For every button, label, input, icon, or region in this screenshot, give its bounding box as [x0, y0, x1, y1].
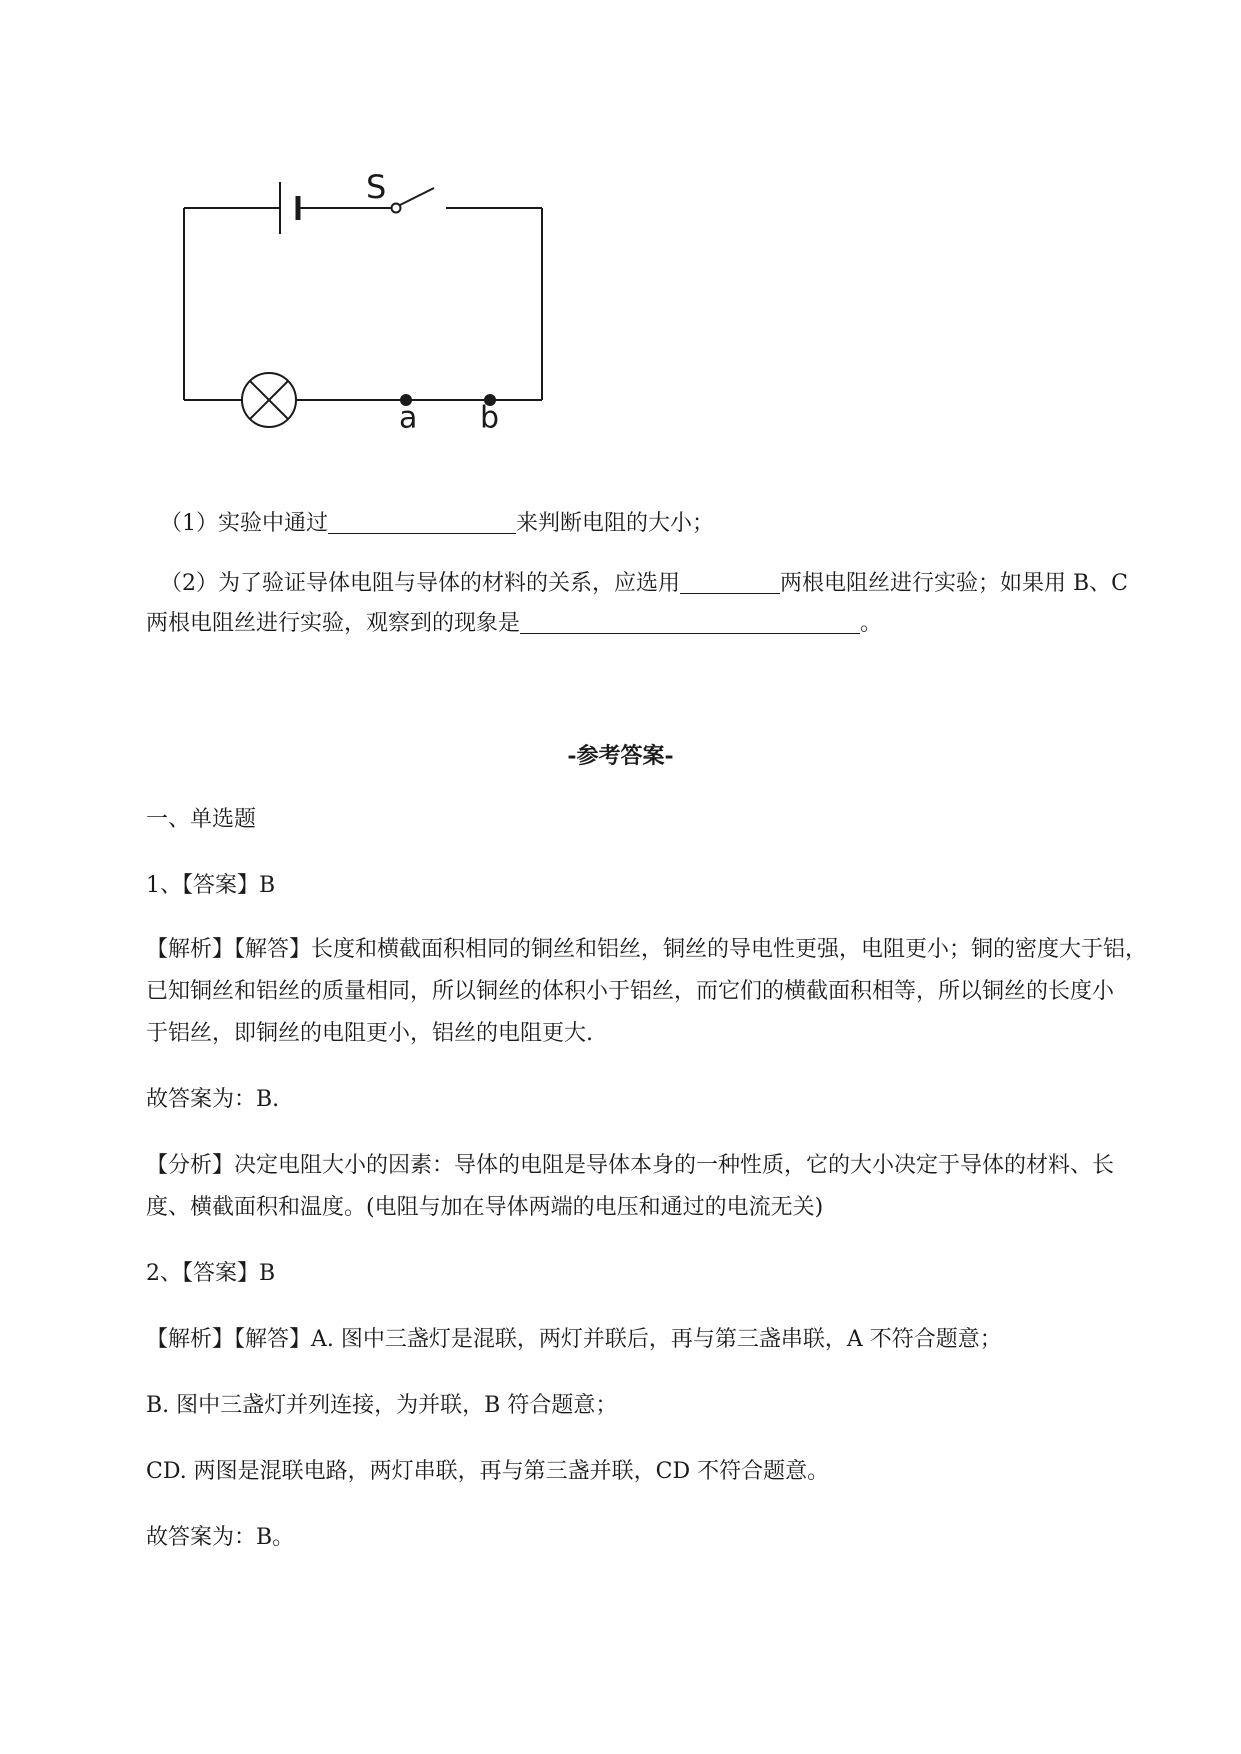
question-1-blank[interactable]: [328, 507, 516, 534]
circuit-diagram: [150, 160, 610, 470]
question-2-line-1: [160, 564, 1128, 604]
item-1-note-line-1: 【分析】决定电阻大小的因素：导体的电阻是导体本身的一种性质，它的大小决定于导体的材料、长: [146, 1153, 1115, 1178]
item-1-answer: 1、【答案】B: [146, 873, 276, 898]
switch-pivot: [392, 204, 401, 213]
point-a-label: a: [399, 400, 418, 436]
item-1-analysis-line-1: 【解析】【解答】长度和横截面积相同的铜丝和铝丝，铜丝的导电性更强，电阻更小；铜的密度大于铝，: [146, 937, 1148, 962]
question-2-text: （2）为了验证导体电阻与导体的材料的关系，应选用: [160, 571, 680, 596]
question-2-line-2-end: 。: [860, 611, 883, 636]
question-2-blank-1[interactable]: [680, 567, 780, 594]
question-2-blank-2[interactable]: [520, 607, 860, 634]
item-2-answer: 2、【答案】B: [146, 1261, 276, 1286]
section-heading: 一、单选题: [146, 807, 257, 832]
switch-lever: [400, 188, 434, 205]
question-1: [160, 504, 714, 544]
question-1-text: （1）实验中通过: [160, 511, 328, 536]
answers-heading: -参考答案-: [567, 743, 674, 769]
question-2-line-2-text: 两根电阻丝进行实验，观察到的现象是: [146, 611, 521, 636]
question-2-line-2: [146, 604, 882, 644]
question-1-text-after: 来判断电阻的大小；: [516, 511, 715, 536]
item-2-analysis-line-1: 【解析】【解答】A. 图中三盏灯是混联，两灯并联后，再与第三盏串联，A 不符合题意；: [146, 1327, 1002, 1352]
item-1-conclusion: 故答案为：B.: [146, 1087, 280, 1112]
item-2-conclusion: 故答案为：B。: [146, 1525, 295, 1550]
item-2-analysis-line-2: B. 图中三盏灯并列连接，为并联，B 符合题意；: [146, 1393, 618, 1418]
item-1-note-line-2: 度、横截面积和温度。(电阻与加在导体两端的电压和通过的电流无关): [146, 1195, 824, 1220]
item-2-analysis-line-3: CD. 两图是混联电路，两灯串联，再与第三盏并联，CD 不符合题意。: [146, 1459, 830, 1484]
point-b-label: b: [480, 400, 500, 436]
question-2-text-mid: 两根电阻丝进行实验；如果用 B、C: [780, 571, 1128, 596]
item-1-analysis-line-3: 于铝丝，即铜丝的电阻更小，铝丝的电阻更大.: [146, 1021, 593, 1046]
switch-label: S: [366, 168, 387, 206]
item-1-analysis-line-2: 已知铜丝和铝丝的质量相同，所以铜丝的体积小于铝丝，而它们的横截面积相等，所以铜丝的长度小: [146, 979, 1115, 1004]
